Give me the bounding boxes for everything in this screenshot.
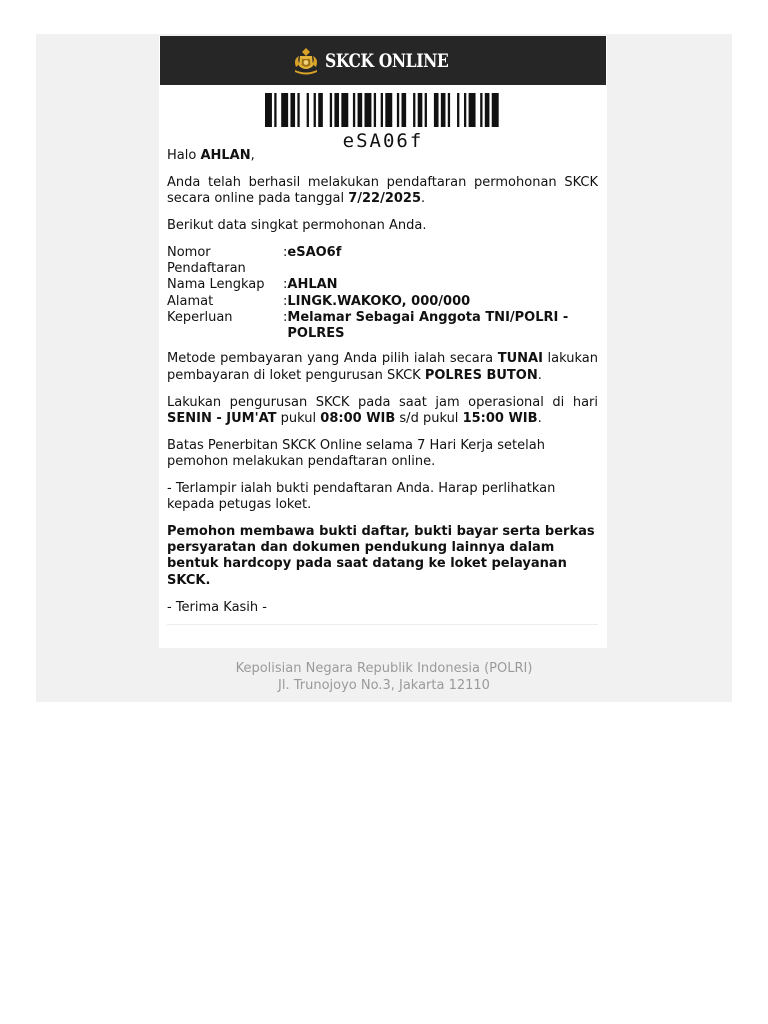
details-table [167,245,587,343]
detail-label: Alamat [167,293,214,309]
police-emblem-icon [291,47,321,75]
payment-method: TUNAI [497,351,543,367]
divider [167,624,598,625]
detail-row: Alamat : LINGK.WAKOKO, 000/000 [167,294,587,310]
detail-row: Nomor Pendaftaran : eSAO6f [167,245,587,278]
detail-label: Nama Lengkap [167,277,265,293]
payment-paragraph: Metode pembayaran yang Anda pilih ialah secara TUNAI lakukan pembayaran di loket pengurusan SKCK POLRES BUTON. [167,351,598,383]
logo-text: SKCK ONLINE [324,49,449,72]
registration-date: 7/22/2025 [348,191,422,207]
end-time: 15:00 WIB [462,410,538,426]
operating-days: SENIN - JUM'AT [167,410,277,426]
detail-row: Keperluan : Melamar Sebagai Anggota TNI/POLRI - POLRES [167,310,587,343]
greeting: Halo AHLAN, [167,148,255,163]
detail-row: Nama Lengkap : AHLAN [167,277,587,293]
schedule-paragraph: Lakukan pengurusan SKCK pada saat jam operasional di hari SENIN - JUM'AT pukul 08:00 WIB s/d pukul 15:00 WIB. [167,394,598,426]
detail-value: Melamar Sebagai Anggota TNI/POLRI - POLRES [287,309,569,342]
detail-value: eSAO6f [287,244,342,260]
detail-label: Keperluan [167,309,233,325]
header-bar [160,36,606,85]
barcode [263,93,503,152]
footer-address: Jl. Trunojoyo No.3, Jakarta 12110 [278,677,490,693]
deadline-paragraph: Batas Penerbitan SKCK Online selama 7 Hari Kerja setelah pemohon melakukan pendaftaran online. [167,437,545,469]
barcode-bars [263,93,503,127]
detail-value: AHLAN [287,277,338,293]
email-card [159,36,607,648]
email-background [36,34,732,702]
start-time: 08:00 WIB [320,410,396,426]
applicant-name: AHLAN [200,148,251,163]
detail-value: LINGK.WAKOKO, 000/000 [287,293,471,309]
footer-org: Kepolisian Negara Republik Indonesia (POLRI) [235,661,533,676]
attachment-paragraph: - Terlampir ialah bukti pendaftaran Anda. Harap perlihatkan kepada petugas loket. [167,480,556,513]
detail-label: Nomor Pendaftaran [167,244,246,276]
email-body [167,148,598,626]
closing-text: - Terima Kasih - [167,599,267,615]
summary-text: Berikut data singkat permohonan Anda. [167,217,427,233]
requirements-paragraph: Pemohon membawa bukti daftar, bukti bayar serta berkas persyaratan dan dokumen pendukung lainnya dalam bentuk hardcopy pada saat datang ke loket pelayanan SKCK. [167,523,595,588]
payment-office: POLRES BUTON [424,367,538,383]
intro-paragraph: Anda telah berhasil melakukan pendaftaran permohonan SKCK secara online pada tanggal 7/22/2025. [167,174,598,207]
footer [36,661,732,694]
logo [291,47,476,75]
barcode-code: eSA06f [342,130,424,152]
